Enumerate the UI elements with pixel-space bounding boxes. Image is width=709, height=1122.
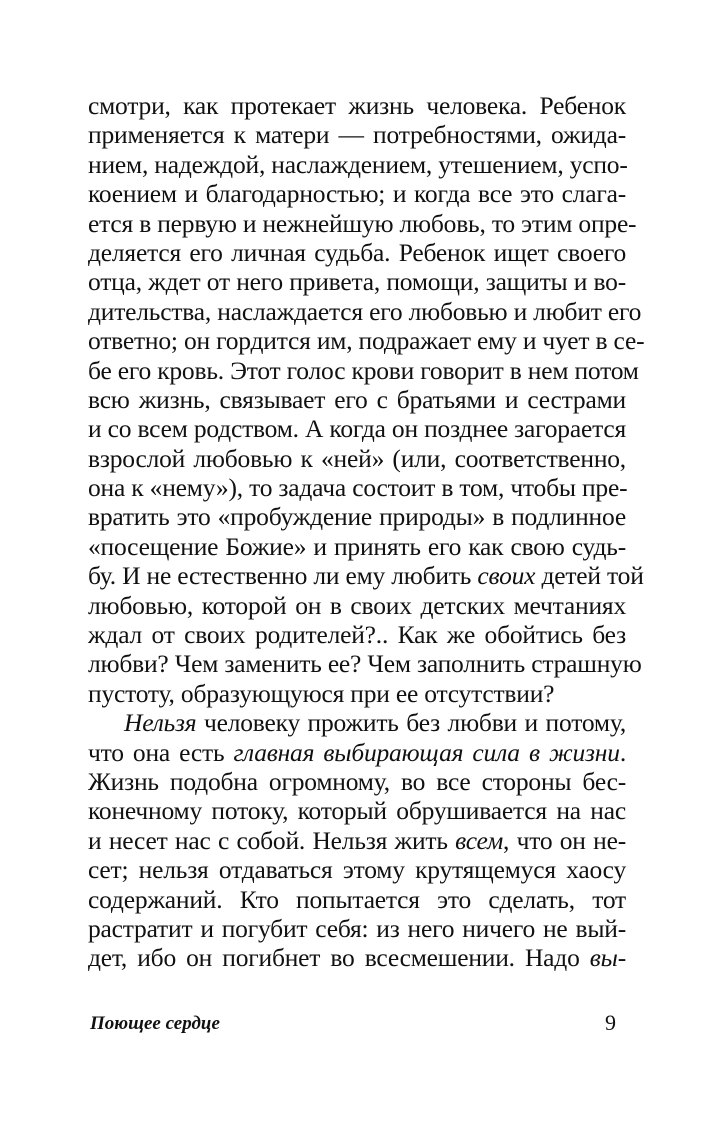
text-span: она к «нему»), то задача состоит в том, чтобы пре- <box>88 473 628 503</box>
text-span: , что он не- <box>503 825 626 855</box>
italic-emphasis: своих <box>477 561 536 591</box>
text-line <box>88 385 626 414</box>
text-span: сет; нельзя отдаваться этому крутящемуся хаосу <box>88 855 626 885</box>
text-line <box>88 179 626 208</box>
text-span: человеку прожить без любви и потому, <box>196 708 626 738</box>
text-span: детей той <box>535 561 644 591</box>
text-line <box>88 796 626 825</box>
text-line <box>88 708 626 737</box>
body-text <box>88 91 645 973</box>
text-span: смотри, как протекает жизнь человека. Ребенок <box>88 91 626 120</box>
text-span: Жизнь подобна огромному, во все стороны бес- <box>88 766 626 796</box>
text-line <box>88 767 626 796</box>
paragraph-1 <box>88 91 645 708</box>
text-line <box>88 296 642 326</box>
text-span: содержаний. Кто попытается это сделать, тот <box>88 884 626 914</box>
text-line <box>88 620 626 649</box>
text-line <box>88 267 626 296</box>
text-line <box>88 649 642 679</box>
text-line <box>88 120 626 149</box>
text-span: применяется к матери — потребностями, ожида- <box>88 120 626 150</box>
text-span: дет, ибо он погибнет во всесмешении. Надо <box>88 943 590 973</box>
text-line <box>88 532 626 561</box>
text-line <box>88 473 626 502</box>
text-line <box>88 91 626 120</box>
text-span: деляется его личная судьба. Ребенок ищет своего <box>88 237 626 267</box>
text-line <box>88 150 626 179</box>
running-footer-title: Поющее сердце <box>90 1013 220 1034</box>
text-span: «посещение Божие» и принять его как свою судь- <box>88 531 626 561</box>
text-span: бу. И не естественно ли ему любить <box>88 561 478 591</box>
page-number: 9 <box>605 1010 616 1035</box>
text-line <box>88 826 626 855</box>
text-line <box>88 414 626 443</box>
text-line <box>88 561 644 591</box>
text-span: ответно; он гордится им, подражает ему и чует в се- <box>88 326 645 356</box>
text-span: растратит и погубит себя: из него ничего не вый- <box>88 913 626 943</box>
text-span: отца, ждет от него привета, помощи, защиты и во- <box>88 267 626 297</box>
text-span: коением и благодарностью; и когда все это слага- <box>88 179 626 209</box>
text-line <box>88 502 626 531</box>
text-span: бе его кровь. Этот голос крови говорит в нем потом <box>88 355 639 385</box>
text-span: и несет нас с собой. Нельзя жить <box>88 825 456 855</box>
text-span: любовью, которой он в своих детских мечтаниях <box>88 590 626 620</box>
text-span: вратить это «пробуждение природы» в подлинное <box>88 502 626 532</box>
text-span: нием, надеждой, наслаждением, утешением, успо- <box>88 149 628 179</box>
italic-emphasis: всем <box>455 825 504 855</box>
text-line <box>88 914 626 943</box>
text-span: пустоту, образующуюся при ее отсутствии? <box>88 678 555 708</box>
text-span: дительства, наслаждается его любовью и любит его <box>88 296 642 326</box>
text-span: конечному потоку, который обрушивается на нас <box>88 796 626 826</box>
text-span: любви? Чем заменить ее? Чем заполнить страшную <box>88 649 642 679</box>
text-span: . <box>619 737 626 767</box>
text-span: взрослой любовью к «ней» (или, соответственно, <box>88 443 626 473</box>
italic-emphasis: Нельзя <box>124 708 197 738</box>
text-span: ется в первую и нежнейшую любовь, то этим опре- <box>88 208 637 238</box>
text-line <box>88 943 626 972</box>
text-span: и со всем родством. А когда он позднее загорается <box>88 414 626 444</box>
text-line <box>88 326 645 356</box>
italic-emphasis: вы- <box>589 943 626 973</box>
text-line <box>88 885 626 914</box>
text-line <box>88 855 626 884</box>
text-span: всю жизнь, связывает его с братьями и сестрами <box>88 384 626 414</box>
text-line <box>88 679 626 708</box>
text-span: ждал от своих родителей?.. Как же обойтись без <box>88 620 626 650</box>
paragraph-2 <box>88 708 626 973</box>
text-line <box>88 444 626 473</box>
text-line <box>88 238 626 267</box>
text-line <box>88 738 626 767</box>
italic-emphasis: главная выбирающая сила в жизни <box>233 737 620 767</box>
text-line <box>88 208 637 238</box>
text-span: что она есть <box>88 737 234 767</box>
text-line <box>88 591 626 620</box>
text-line <box>88 355 639 385</box>
